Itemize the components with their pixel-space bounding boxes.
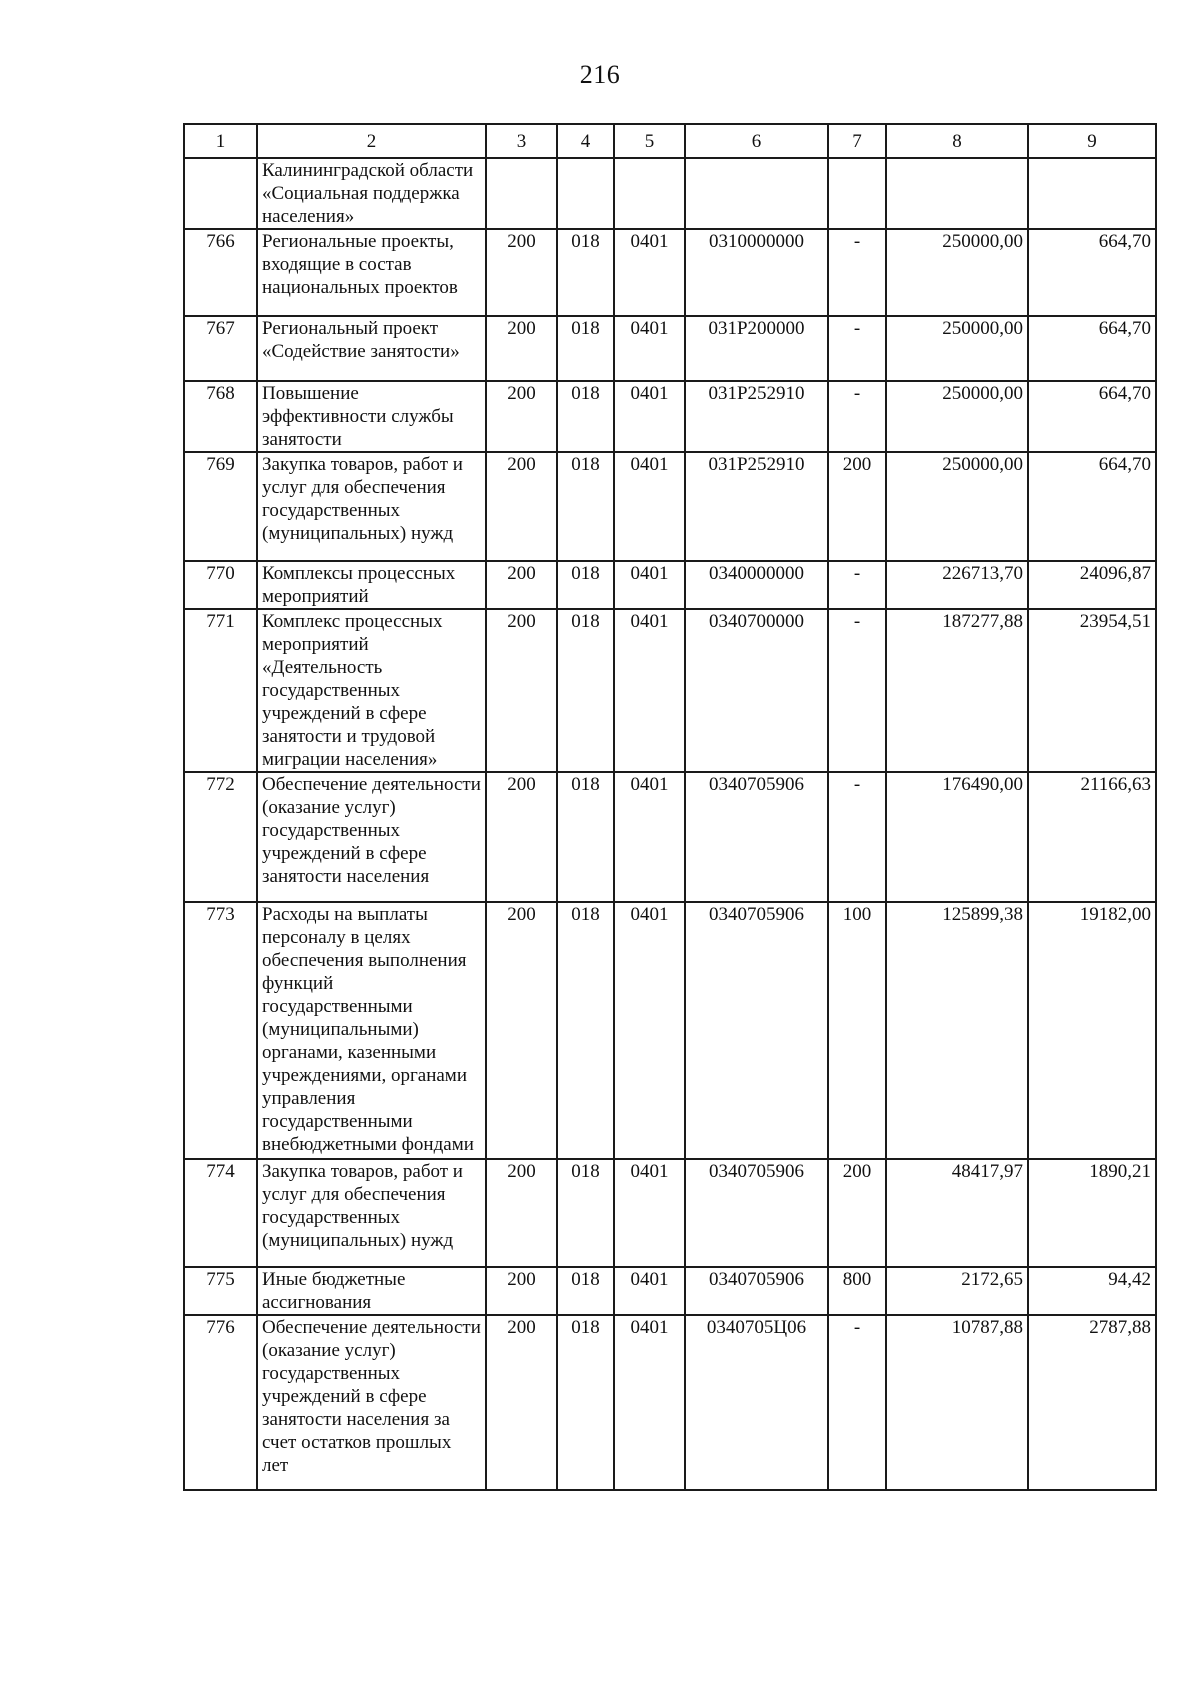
col6-value: 0340700000 <box>685 609 828 772</box>
row-name: Обеспечение деятельности (оказание услуг) государственных учреждений в сфере занятости населения за счет остатков прошлых лет <box>257 1315 486 1490</box>
row-number: 774 <box>184 1159 257 1267</box>
col4-value: 018 <box>557 772 614 902</box>
col9-amount: 664,70 <box>1028 229 1156 316</box>
row-name: Расходы на выплаты персоналу в целях обеспечения выполнения функций государственными (муниципальными) органами, казенными учреждениями, органами управления государственными внебюджетными фондами <box>257 902 486 1159</box>
table-header <box>184 124 1156 158</box>
col3-value: 200 <box>486 772 557 902</box>
col8-amount: 48417,97 <box>886 1159 1028 1267</box>
row-number: 776 <box>184 1315 257 1490</box>
col7-value: - <box>828 1315 886 1490</box>
col9-amount: 19182,00 <box>1028 902 1156 1159</box>
col9-amount <box>1028 158 1156 229</box>
table-row <box>184 316 1156 381</box>
row-name: Калининградской области «Социальная поддержка населения» <box>257 158 486 229</box>
col7-value: 200 <box>828 452 886 561</box>
row-number: 773 <box>184 902 257 1159</box>
col7-value: 200 <box>828 1159 886 1267</box>
col4-value: 018 <box>557 229 614 316</box>
col6-value: 0340705906 <box>685 1267 828 1315</box>
table-row <box>184 158 1156 229</box>
col7-value: - <box>828 229 886 316</box>
col4-value: 018 <box>557 1315 614 1490</box>
col3-value: 200 <box>486 452 557 561</box>
col8-amount: 10787,88 <box>886 1315 1028 1490</box>
table-row <box>184 381 1156 452</box>
row-name: Повышение эффективности службы занятости <box>257 381 486 452</box>
table-row <box>184 1267 1156 1315</box>
row-name: Комплексы процессных мероприятий <box>257 561 486 609</box>
col9-amount: 664,70 <box>1028 316 1156 381</box>
col3-value: 200 <box>486 316 557 381</box>
budget-table <box>183 123 1157 1491</box>
col5-value: 0401 <box>614 1267 685 1315</box>
row-number: 768 <box>184 381 257 452</box>
table-body <box>184 158 1156 1490</box>
col6-value: 0310000000 <box>685 229 828 316</box>
col4-value: 018 <box>557 1159 614 1267</box>
col4-value: 018 <box>557 609 614 772</box>
col8-amount <box>886 158 1028 229</box>
col8-amount: 226713,70 <box>886 561 1028 609</box>
row-number: 770 <box>184 561 257 609</box>
row-number: 769 <box>184 452 257 561</box>
col3-value: 200 <box>486 229 557 316</box>
row-number <box>184 158 257 229</box>
table-row <box>184 772 1156 902</box>
col6-value: 0340705906 <box>685 1159 828 1267</box>
col3-value: 200 <box>486 561 557 609</box>
col4-value: 018 <box>557 902 614 1159</box>
col8-amount: 176490,00 <box>886 772 1028 902</box>
page-number: 216 <box>579 60 621 89</box>
column-header-7: 7 <box>828 124 886 158</box>
col4-value: 018 <box>557 452 614 561</box>
col9-amount: 2787,88 <box>1028 1315 1156 1490</box>
col7-value: 800 <box>828 1267 886 1315</box>
table-row <box>184 1315 1156 1490</box>
col9-amount: 1890,21 <box>1028 1159 1156 1267</box>
col5-value: 0401 <box>614 1159 685 1267</box>
col4-value: 018 <box>557 381 614 452</box>
col5-value: 0401 <box>614 772 685 902</box>
col6-value: 0340705906 <box>685 772 828 902</box>
col9-amount: 664,70 <box>1028 381 1156 452</box>
col8-amount: 250000,00 <box>886 381 1028 452</box>
table-row <box>184 229 1156 316</box>
col5-value: 0401 <box>614 229 685 316</box>
col7-value: - <box>828 772 886 902</box>
col4-value: 018 <box>557 316 614 381</box>
row-name: Закупка товаров, работ и услуг для обеспечения государственных (муниципальных) нужд <box>257 1159 486 1267</box>
col8-amount: 250000,00 <box>886 316 1028 381</box>
row-number: 775 <box>184 1267 257 1315</box>
col7-value: - <box>828 316 886 381</box>
table-row <box>184 1159 1156 1267</box>
table-row <box>184 452 1156 561</box>
col5-value: 0401 <box>614 561 685 609</box>
header-row <box>184 124 1156 158</box>
col6-value <box>685 158 828 229</box>
col6-value: 031P252910 <box>685 381 828 452</box>
col7-value: - <box>828 381 886 452</box>
col7-value: - <box>828 561 886 609</box>
col8-amount: 187277,88 <box>886 609 1028 772</box>
col5-value: 0401 <box>614 902 685 1159</box>
col6-value: 0340705Ц06 <box>685 1315 828 1490</box>
row-name: Обеспечение деятельности (оказание услуг) государственных учреждений в сфере занятости населения <box>257 772 486 902</box>
col8-amount: 250000,00 <box>886 229 1028 316</box>
row-name: Закупка товаров, работ и услуг для обеспечения государственных (муниципальных) нужд <box>257 452 486 561</box>
col6-value: 0340705906 <box>685 902 828 1159</box>
column-header-8: 8 <box>886 124 1028 158</box>
col5-value: 0401 <box>614 609 685 772</box>
table-row <box>184 609 1156 772</box>
col3-value <box>486 158 557 229</box>
col9-amount: 23954,51 <box>1028 609 1156 772</box>
col3-value: 200 <box>486 1315 557 1490</box>
col8-amount: 250000,00 <box>886 452 1028 561</box>
col4-value: 018 <box>557 561 614 609</box>
col3-value: 200 <box>486 609 557 772</box>
row-name: Комплекс процессных мероприятий «Деятельность государственных учреждений в сфере занятости и трудовой миграции населения» <box>257 609 486 772</box>
col5-value: 0401 <box>614 452 685 561</box>
col9-amount: 664,70 <box>1028 452 1156 561</box>
column-header-6: 6 <box>685 124 828 158</box>
col9-amount: 24096,87 <box>1028 561 1156 609</box>
column-header-2: 2 <box>257 124 486 158</box>
col7-value <box>828 158 886 229</box>
column-header-5: 5 <box>614 124 685 158</box>
row-name: Иные бюджетные ассигнования <box>257 1267 486 1315</box>
table-row <box>184 902 1156 1159</box>
col3-value: 200 <box>486 1267 557 1315</box>
col5-value: 0401 <box>614 1315 685 1490</box>
col3-value: 200 <box>486 381 557 452</box>
col9-amount: 94,42 <box>1028 1267 1156 1315</box>
col5-value <box>614 158 685 229</box>
col4-value: 018 <box>557 1267 614 1315</box>
row-number: 767 <box>184 316 257 381</box>
col9-amount: 21166,63 <box>1028 772 1156 902</box>
column-header-9: 9 <box>1028 124 1156 158</box>
row-name: Региональные проекты, входящие в состав национальных проектов <box>257 229 486 316</box>
table-row <box>184 561 1156 609</box>
col3-value: 200 <box>486 1159 557 1267</box>
row-number: 766 <box>184 229 257 316</box>
row-number: 771 <box>184 609 257 772</box>
column-header-4: 4 <box>557 124 614 158</box>
col5-value: 0401 <box>614 381 685 452</box>
col5-value: 0401 <box>614 316 685 381</box>
col8-amount: 2172,65 <box>886 1267 1028 1315</box>
column-header-3: 3 <box>486 124 557 158</box>
row-number: 772 <box>184 772 257 902</box>
col4-value <box>557 158 614 229</box>
col7-value: - <box>828 609 886 772</box>
row-name: Региональный проект «Содействие занятости» <box>257 316 486 381</box>
col8-amount: 125899,38 <box>886 902 1028 1159</box>
col6-value: 031P252910 <box>685 452 828 561</box>
column-header-1: 1 <box>184 124 257 158</box>
col7-value: 100 <box>828 902 886 1159</box>
col6-value: 031P200000 <box>685 316 828 381</box>
col6-value: 0340000000 <box>685 561 828 609</box>
col3-value: 200 <box>486 902 557 1159</box>
